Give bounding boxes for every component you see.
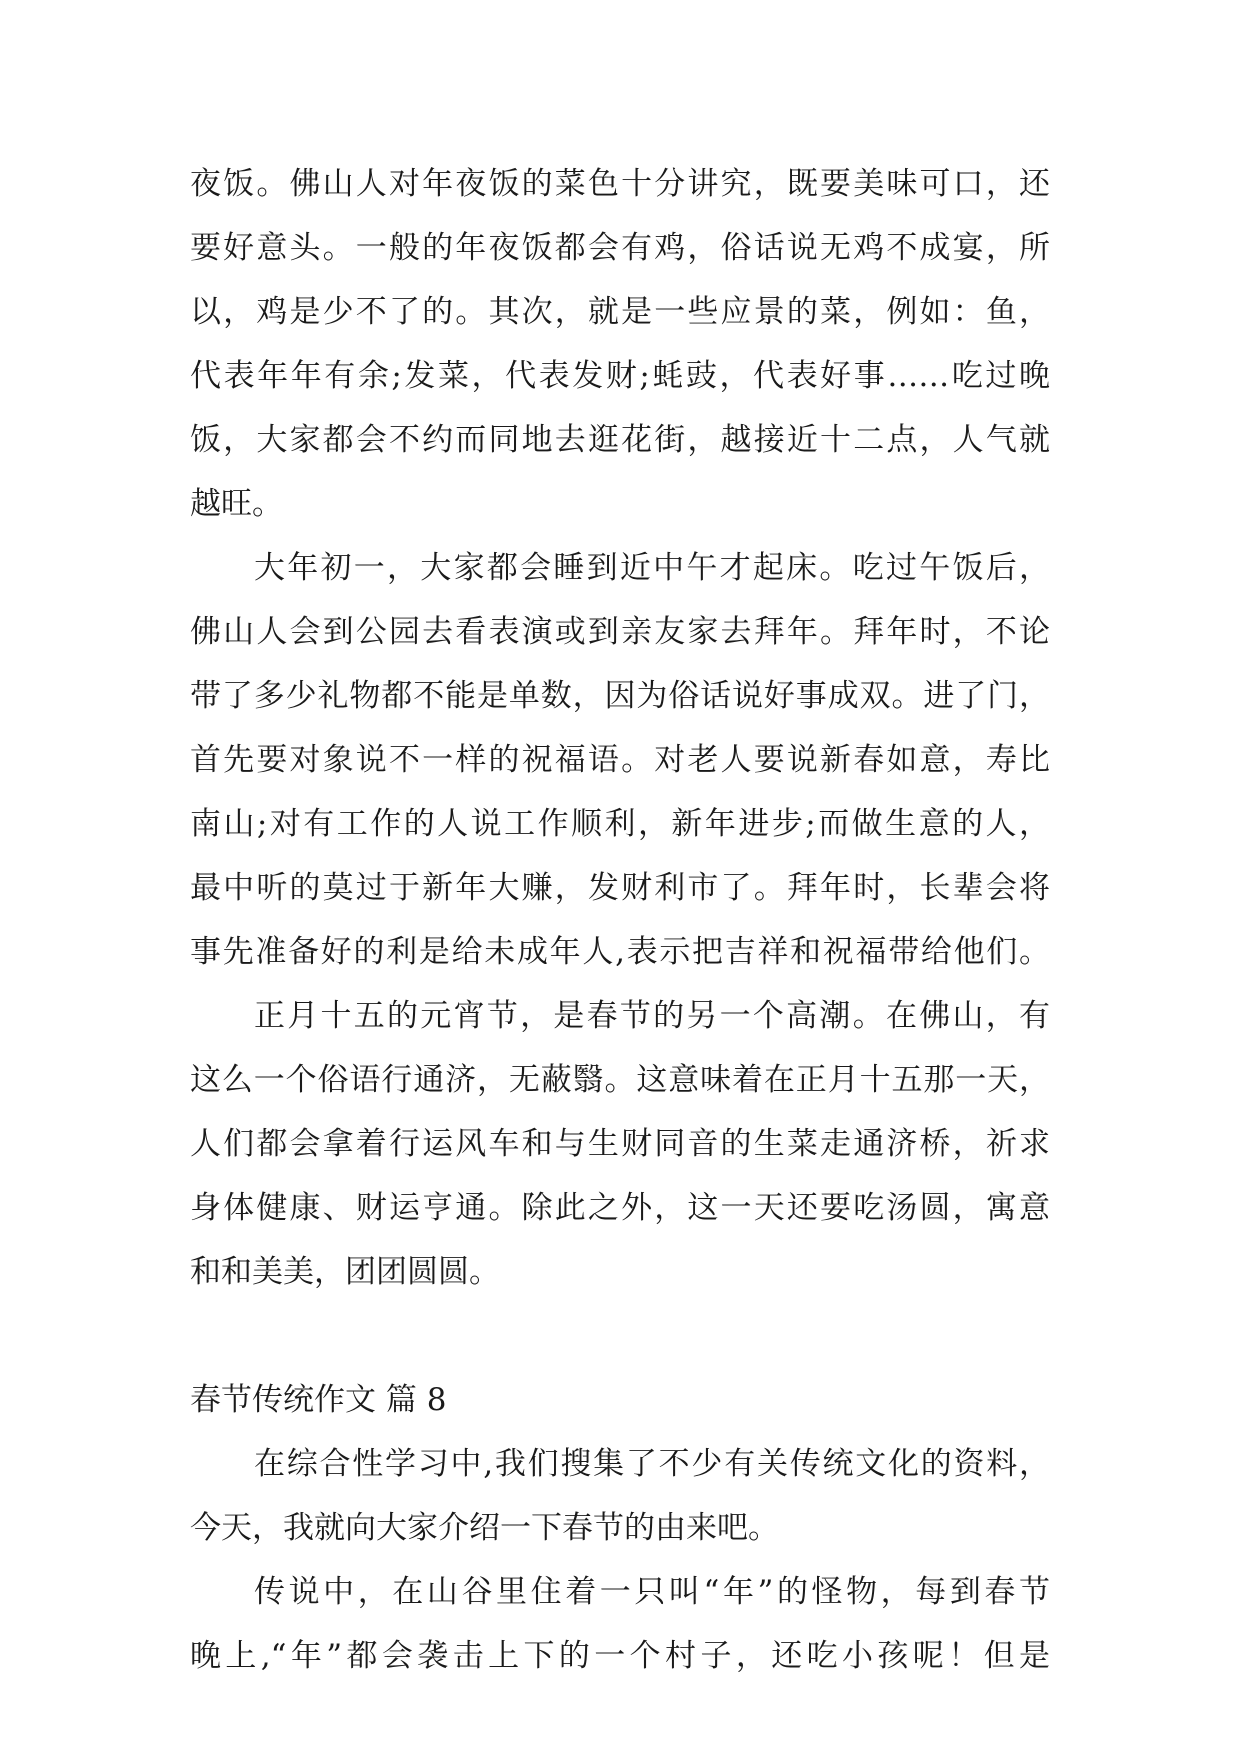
text-line: 人们都会拿着行运风车和与生财同音的生菜走通济桥，祈求 xyxy=(190,1126,1050,1162)
text-line: 身体健康、财运亨通。除此之外，这一天还要吃汤圆，寓意 xyxy=(190,1190,1050,1226)
text-line: 饭，大家都会不约而同地去逛花街，越接近十二点，人气就 xyxy=(190,422,1050,458)
paragraph-first-day xyxy=(190,536,1050,984)
document-body xyxy=(190,152,1050,1688)
text-line: 传说中，在山谷里住着一只叫“年”的怪物，每到春节 xyxy=(254,1574,1050,1610)
paragraph-legend xyxy=(190,1560,1050,1688)
text-line: 今天，我就向大家介绍一下春节的由来吧。 xyxy=(190,1510,779,1546)
text-line: 大年初一，大家都会睡到近中午才起床。吃过午饭后， xyxy=(254,550,1050,586)
text-line: 在综合性学习中,我们搜集了不少有关传统文化的资料， xyxy=(254,1446,1050,1482)
section-heading: 春节传统作文 篇 8 xyxy=(190,1382,447,1418)
text-line: 夜饭。佛山人对年夜饭的菜色十分讲究，既要美味可口，还 xyxy=(190,166,1050,202)
text-line: 南山;对有工作的人说工作顺利，新年进步;而做生意的人， xyxy=(190,806,1050,842)
text-line: 越旺。 xyxy=(190,486,283,522)
text-line: 晚上,“年”都会袭击上下的一个村子，还吃小孩呢！但是 xyxy=(190,1638,1050,1674)
text-line: 代表年年有余;发菜，代表发财;蚝豉，代表好事……吃过晚 xyxy=(190,358,1050,394)
text-line: 最中听的莫过于新年大赚，发财利市了。拜年时，长辈会将 xyxy=(190,870,1050,906)
text-line: 这么一个俗语行通济，无蔽翳。这意味着在正月十五那一天， xyxy=(190,1062,1050,1098)
paragraph-lantern-festival xyxy=(190,984,1050,1304)
text-line: 以，鸡是少不了的。其次，就是一些应景的菜，例如：鱼， xyxy=(190,294,1050,330)
paragraph-intro xyxy=(190,1432,1050,1560)
text-line: 事先准备好的利是给未成年人,表示把吉祥和祝福带给他们。 xyxy=(190,934,1050,970)
text-line: 首先要对象说不一样的祝福语。对老人要说新春如意，寿比 xyxy=(190,742,1050,778)
section-spacer xyxy=(190,1304,1050,1368)
text-line: 佛山人会到公园去看表演或到亲友家去拜年。拜年时，不论 xyxy=(190,614,1050,650)
text-line: 要好意头。一般的年夜饭都会有鸡，俗话说无鸡不成宴，所 xyxy=(190,230,1050,266)
text-line: 和和美美，团团圆圆。 xyxy=(190,1254,500,1290)
text-line: 带了多少礼物都不能是单数，因为俗话说好事成双。进了门， xyxy=(190,678,1050,714)
paragraph-new-year-eve-dinner xyxy=(190,152,1050,536)
text-line: 正月十五的元宵节，是春节的另一个高潮。在佛山，有 xyxy=(254,998,1050,1034)
